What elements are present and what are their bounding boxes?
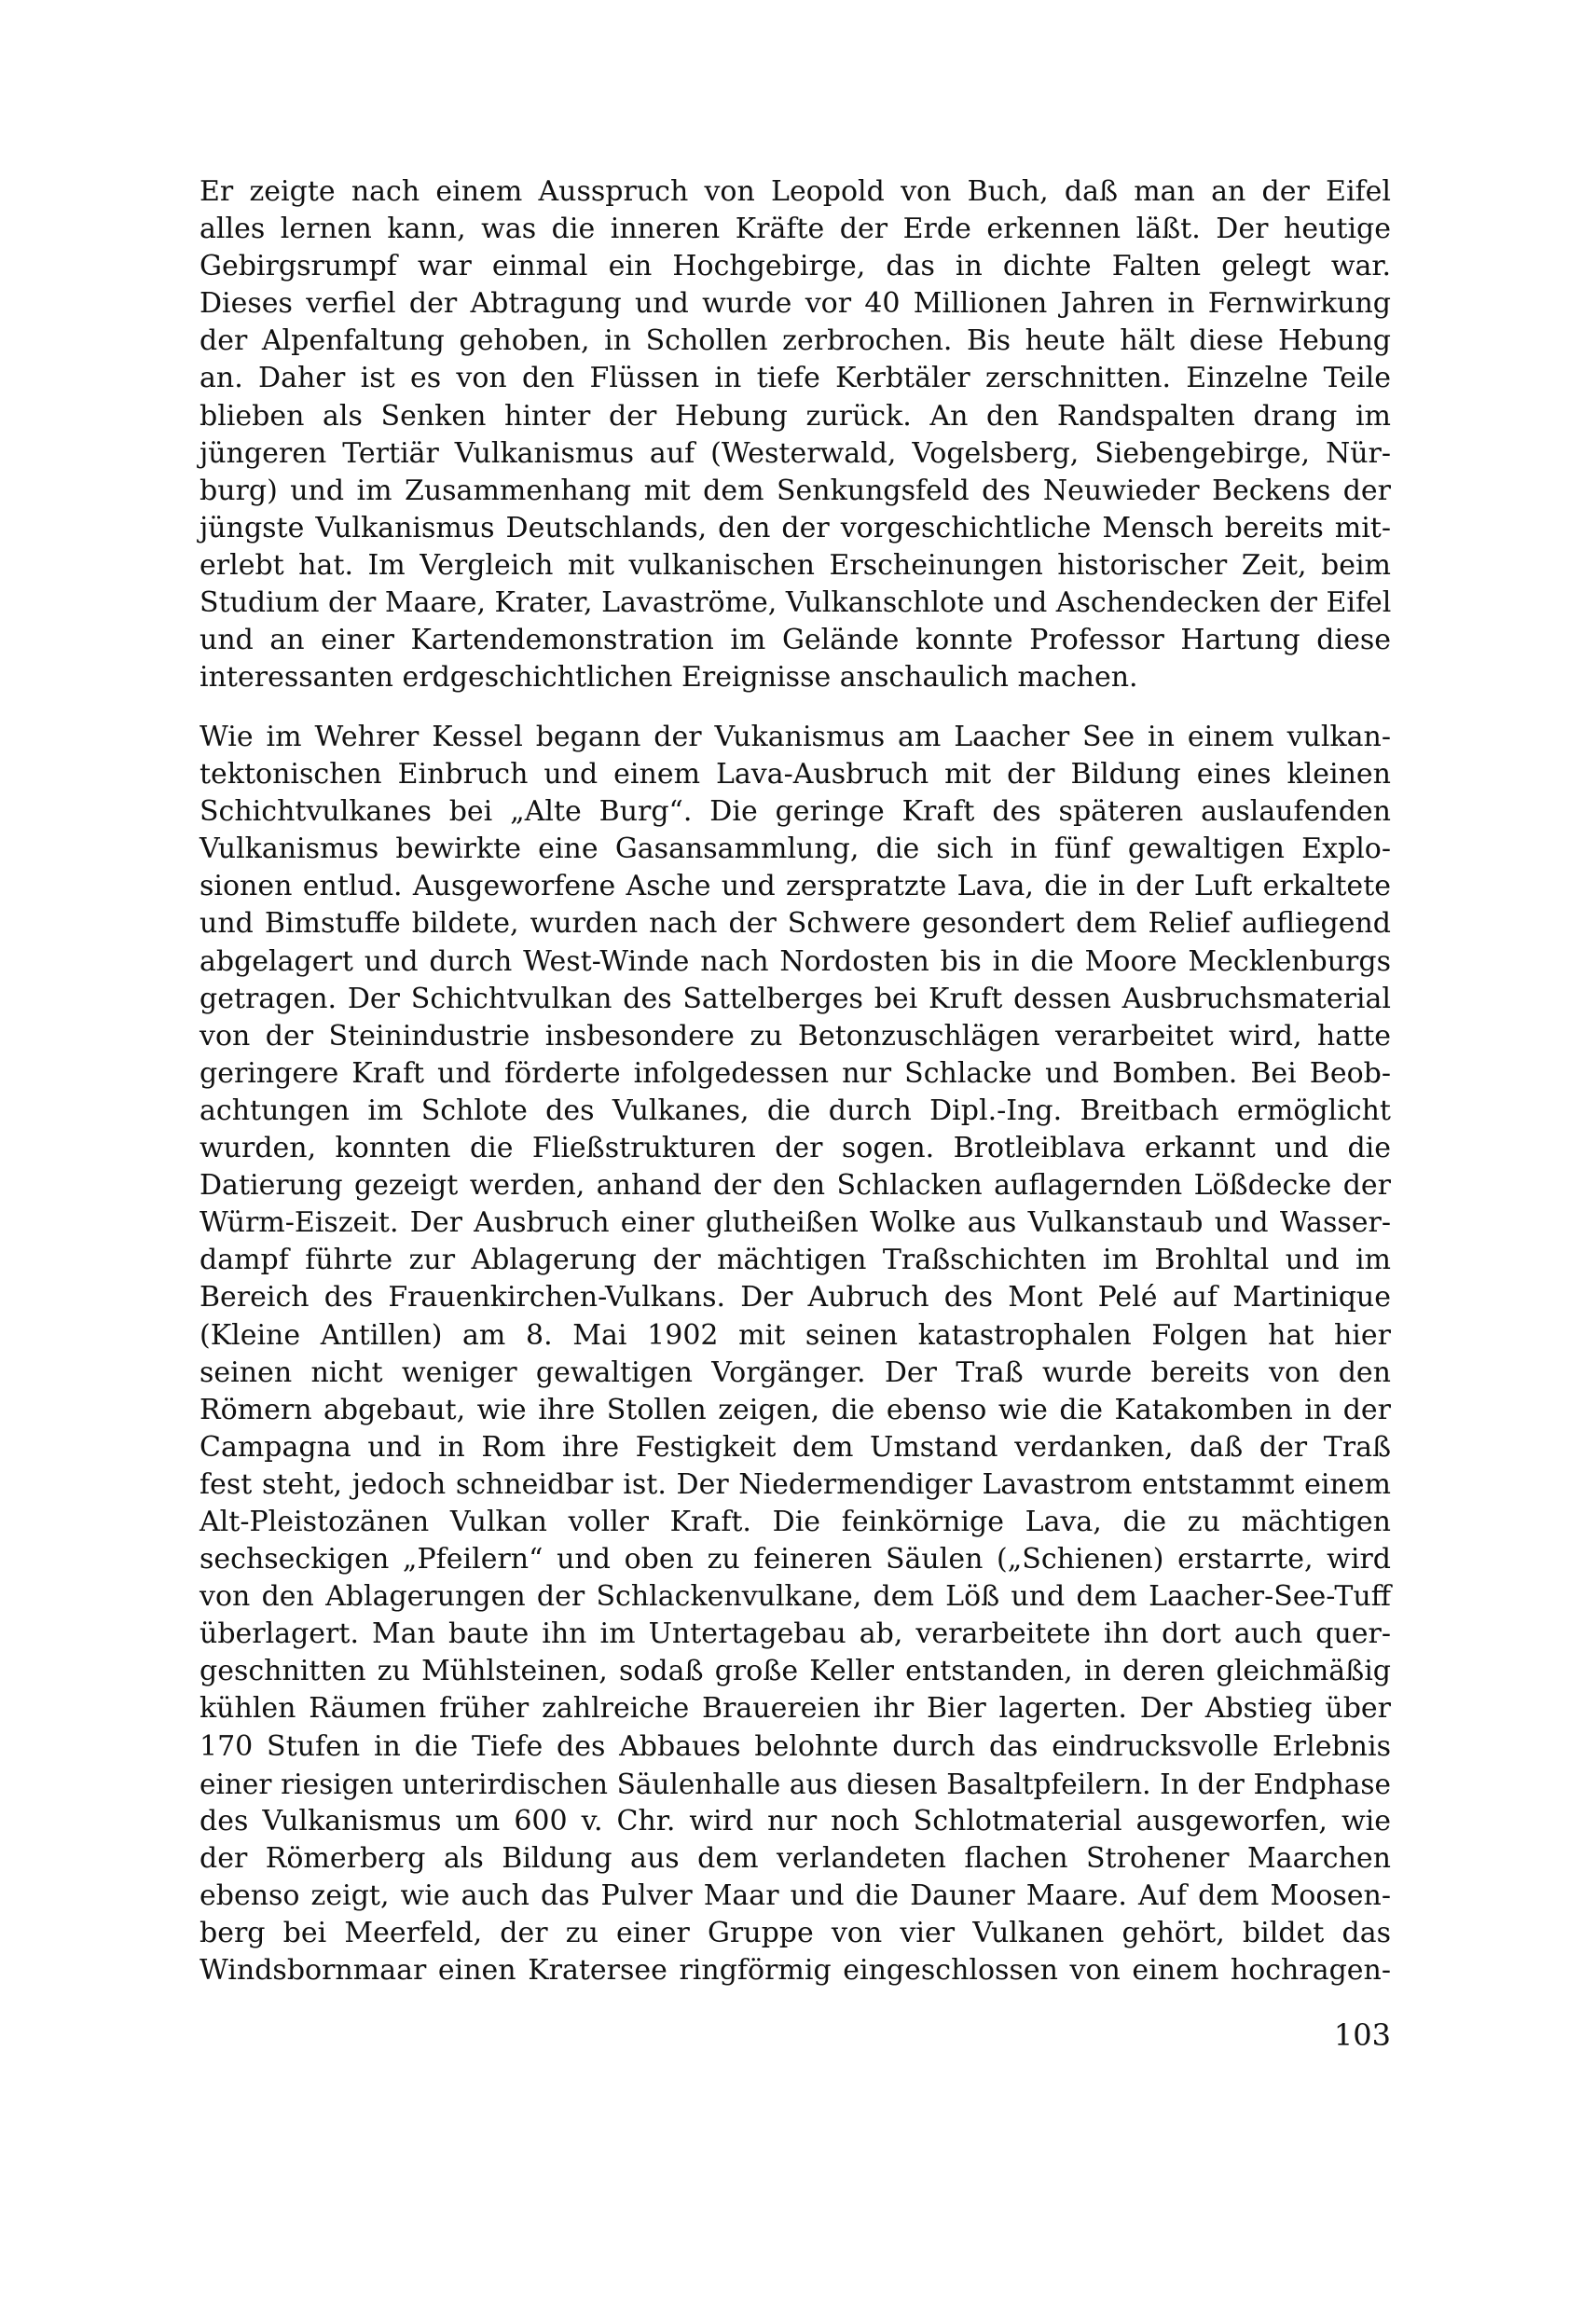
text-line: sionen entlud. Ausgeworfene Asche und zerspratzte Lava, die in der Luft erkaltete xyxy=(200,870,1391,903)
text-line: ebenso zeigt, wie auch das Pulver Maar und die Dauner Maare. Auf dem Moosen- xyxy=(200,1878,1391,1912)
text-line: von den Ablagerungen der Schlackenvulkane, dem Löß und dem Laacher-See-Tuff xyxy=(200,1580,1391,1614)
paragraph-1 xyxy=(200,173,1391,696)
text-line: überlagert. Man baute ihn im Untertagebau ab, verarbeitete ihn dort auch quer- xyxy=(200,1617,1391,1651)
text-line: jüngste Vulkanismus Deutschlands, den der vorgeschichtliche Mensch bereits mit- xyxy=(200,511,1391,544)
text-line: fest steht, jedoch schneidbar ist. Der Niedermendiger Lavastrom entstammt einem xyxy=(200,1467,1391,1501)
text-line: Römern abgebaut, wie ihre Stollen zeigen, die ebenso wie die Katakomben in der xyxy=(200,1393,1391,1426)
text-line: Wie im Wehrer Kessel begann der Vukanismus am Laacher See in einem vulkan- xyxy=(200,721,1391,753)
text-line: des Vulkanismus um 600 v. Chr. wird nur noch Schlotmaterial ausgeworfen, wie xyxy=(200,1804,1391,1837)
text-line: der Alpenfaltung gehoben, in Schollen zerbrochen. Bis heute hält diese Hebung xyxy=(200,324,1391,358)
text-line: erlebt hat. Im Vergleich mit vulkanischen Erscheinungen historischer Zeit, beim xyxy=(200,548,1391,582)
text-line: Gebirgsrumpf war einmal ein Hochgebirge, das in dichte Falten gelegt war. xyxy=(200,250,1391,283)
text-line: geringere Kraft und förderte infolgedessen nur Schlacke und Bomben. Bei Beob- xyxy=(200,1056,1391,1090)
text-line: alles lernen kann, was die inneren Kräfte der Erde erkennen läßt. Der heutige xyxy=(200,213,1391,246)
text-line: Er zeigte nach einem Ausspruch von Leopold von Buch, daß man an der Eifel xyxy=(200,175,1391,208)
text-line: der Römerberg als Bildung aus dem verlandeten flachen Strohener Maarchen xyxy=(200,1841,1391,1875)
text-line: 170 Stufen in die Tiefe des Abbaues belohnte durch das eindrucksvolle Erlebnis xyxy=(200,1729,1391,1763)
text-line: einer riesigen unterirdischen Säulenhalle aus diesen Basaltpfeilern. In der Endphase xyxy=(200,1768,1391,1800)
text-line: blieben als Senken hinter der Hebung zurück. An den Randspalten drang im xyxy=(200,399,1391,433)
text-line: dampf führte zur Ablagerung der mächtigen Traßschichten im Brohltal und im xyxy=(200,1244,1391,1277)
text-line: burg) und im Zusammenhang mit dem Senkungsfeld des Neuwieder Beckens der xyxy=(200,474,1391,507)
text-line: kühlen Räumen früher zahlreiche Brauereien ihr Bier lagerten. Der Abstieg über xyxy=(200,1692,1391,1726)
text-line: und an einer Kartendemonstration im Gelände konnte Professor Hartung diese xyxy=(200,624,1391,657)
text-line: Schichtvulkanes bei „Alte Burg“. Die geringe Kraft des späteren auslaufenden xyxy=(200,795,1391,829)
text-line: Studium der Maare, Krater, Lavaströme, Vulkanschlote und Aschendecken der Eifel xyxy=(200,586,1392,620)
text-line: abgelagert und durch West-Winde nach Nordosten bis in die Moore Mecklenburgs xyxy=(200,944,1391,978)
text-line: berg bei Meerfeld, der zu einer Gruppe von vier Vulkanen gehört, bildet das xyxy=(200,1917,1391,1949)
text-line: (Kleine Antillen) am 8. Mai 1902 mit seinen katastrophalen Folgen hat hier xyxy=(200,1318,1391,1352)
text-line: achtungen im Schlote des Vulkanes, die durch Dipl.-Ing. Breitbach ermöglicht xyxy=(200,1094,1391,1127)
text-line: Würm-Eiszeit. Der Ausbruch einer glutheißen Wolke aus Vulkanstaub und Wasser- xyxy=(200,1206,1391,1240)
paragraph-2 xyxy=(200,719,1391,1989)
text-line: Vulkanismus bewirkte eine Gasansammlung, die sich in fünf gewaltigen Explo- xyxy=(200,833,1391,866)
text-line: Alt-Pleistozänen Vulkan voller Kraft. Die feinkörnige Lava, die zu mächtigen xyxy=(200,1505,1391,1538)
text-line: von der Steinindustrie insbesondere zu Betonzuschlägen verarbeitet wird, hatte xyxy=(200,1019,1391,1053)
text-line: interessanten erdgeschichtlichen Ereignisse anschaulich machen. xyxy=(200,661,1138,695)
text-line: Datierung gezeigt werden, anhand der den Schlacken auflagernden Lößdecke der xyxy=(200,1169,1391,1203)
text-line: getragen. Der Schichtvulkan des Sattelberges bei Kruft dessen Ausbruchsmaterial xyxy=(200,982,1391,1015)
text-line: tektonischen Einbruch und einem Lava-Ausbruch mit der Bildung eines kleinen xyxy=(200,758,1391,791)
text-line: jüngeren Tertiär Vulkanismus auf (Westerwald, Vogelsberg, Siebengebirge, Nür- xyxy=(200,436,1391,470)
text-line: Bereich des Frauenkirchen-Vulkans. Der Aubruch des Mont Pelé auf Martinique xyxy=(200,1281,1391,1314)
text-line: wurden, konnten die Fließstrukturen der sogen. Brotleiblava erkannt und die xyxy=(200,1132,1391,1165)
page-number: 103 xyxy=(1333,2017,1391,2053)
text-line: Dieses verfiel der Abtragung und wurde vor 40 Millionen Jahren in Fernwirkung xyxy=(200,287,1391,321)
text-line: geschnitten zu Mühlsteinen, sodaß große Keller entstanden, in deren gleichmäßig xyxy=(200,1655,1391,1688)
text-line: sechseckigen „Pfeilern“ und oben zu feineren Säulen („Schienen) erstarrte, wird xyxy=(200,1543,1391,1576)
text-line: Campagna und in Rom ihre Festigkeit dem Umstand verdanken, daß der Traß xyxy=(200,1430,1391,1464)
text-line: Windsbornmaar einen Kratersee ringförmig eingeschlossen von einem hochragen- xyxy=(200,1954,1391,1988)
text-line: seinen nicht weniger gewaltigen Vorgänger. Der Traß wurde bereits von den xyxy=(200,1356,1391,1389)
text-line: und Bimstuffe bildete, wurden nach der Schwere gesondert dem Relief aufliegend xyxy=(200,907,1391,941)
text-line: an. Daher ist es von den Flüssen in tiefe Kerbtäler zerschnitten. Einzelne Teile xyxy=(200,362,1391,395)
